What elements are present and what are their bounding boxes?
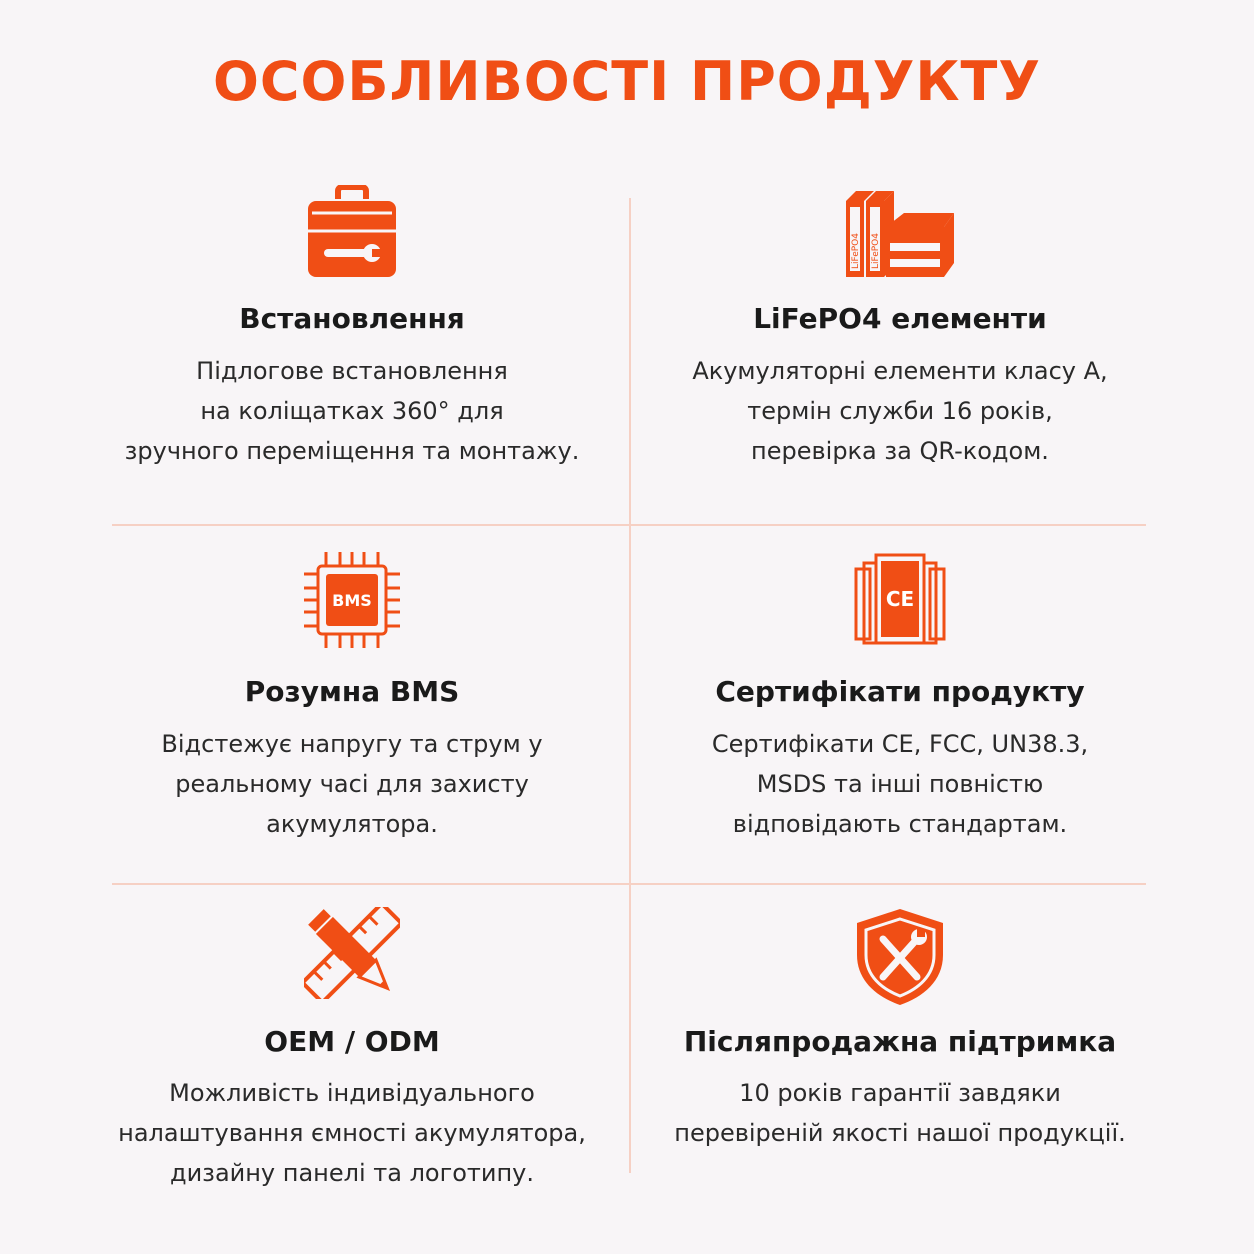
- feature-description: Підлогове встановлення на коліщатках 360° для зручного переміщення та монтажу.: [124, 357, 580, 465]
- feature-description: Відстежує напругу та струм у реальному часі для захисту акумулятора.: [161, 730, 543, 838]
- feature-heading: Післяпродажна підтримка: [683, 1025, 1117, 1058]
- feature-after-sales: [650, 907, 1150, 1207]
- toolbox-icon: [306, 185, 398, 279]
- feature-description: Можливість індивідуального налаштування ємності акумулятора, дизайну панелі та логотипу.: [118, 1079, 586, 1187]
- feature-description: Сертифікати CE, FCC, UN38.3, MSDS та інші повністю відповідають стандартам.: [711, 730, 1089, 838]
- feature-heading: LiFePO4 елементи: [753, 302, 1047, 335]
- svg-text:BMS: BMS: [332, 591, 372, 610]
- feature-bms: [102, 550, 602, 870]
- feature-heading: Розумна BMS: [244, 675, 460, 708]
- horizontal-divider-1: [112, 524, 1146, 526]
- page-title: ОСОБЛИВОСТІ ПРОДУКТУ: [212, 50, 1042, 113]
- battery-cells-icon: [844, 187, 956, 279]
- horizontal-divider-2: [112, 883, 1146, 885]
- svg-text:LiFePO4: LiFePO4: [851, 233, 861, 269]
- svg-text:CE: CE: [885, 587, 915, 611]
- feature-heading: OEM / ODM: [264, 1025, 440, 1058]
- feature-description: 10 років гарантії завдяки перевіреній якості нашої продукції.: [674, 1079, 1126, 1147]
- feature-installation: [102, 185, 602, 515]
- ce-certificate-icon: [854, 553, 946, 645]
- vertical-divider: [629, 198, 631, 1173]
- svg-text:LiFePO4: LiFePO4: [871, 233, 881, 269]
- ruler-pencil-icon: [304, 907, 400, 999]
- feature-oem-odm: [102, 907, 602, 1207]
- bms-chip-icon: [302, 550, 402, 650]
- feature-description: Акумуляторні елементи класу A, термін служби 16 років, перевірка за QR-кодом.: [692, 357, 1108, 465]
- shield-tools-icon: [853, 907, 947, 1007]
- feature-heading: Сертифікати продукту: [715, 675, 1085, 708]
- feature-heading: Встановлення: [239, 302, 465, 335]
- feature-lifepo4: [650, 185, 1150, 515]
- feature-certificates: [650, 550, 1150, 870]
